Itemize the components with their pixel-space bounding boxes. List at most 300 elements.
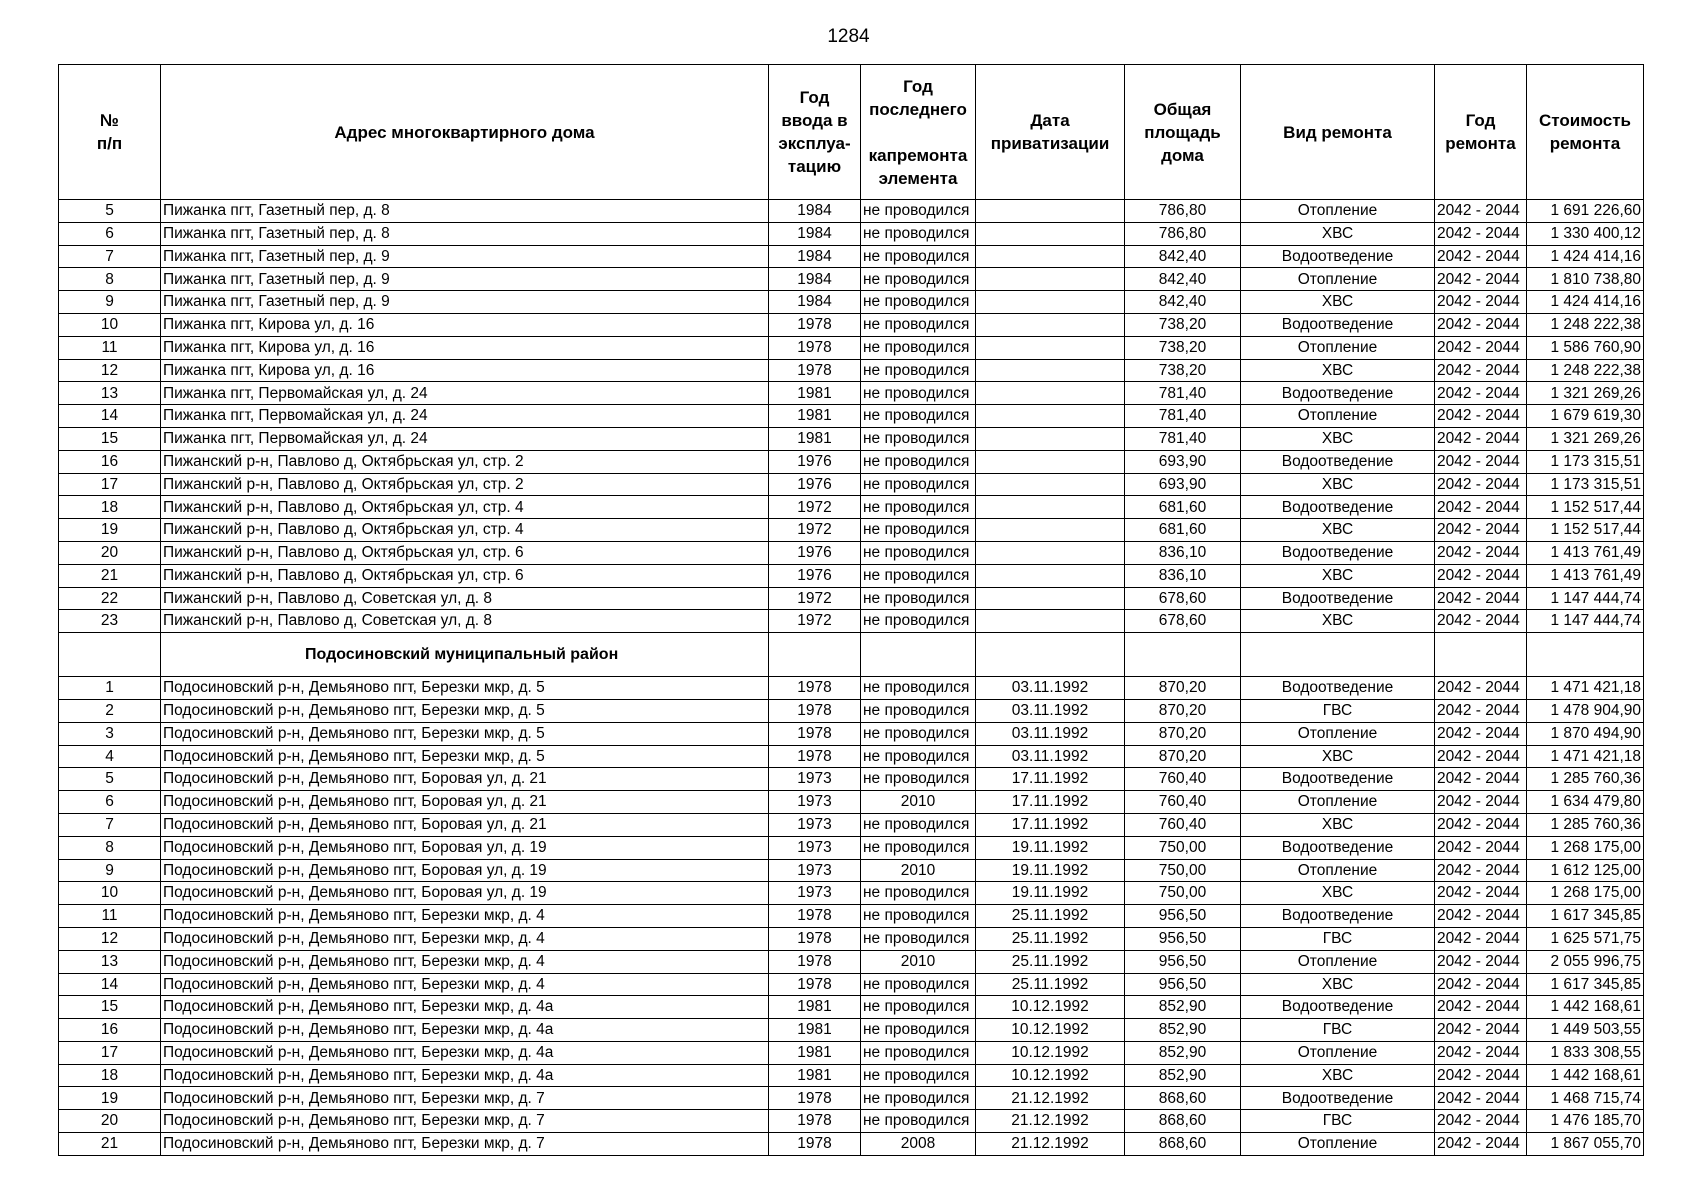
cell-address: Пижанский р-н, Павлово д, Советская ул, д. 8 — [161, 587, 769, 610]
cell-address: Пижанский р-н, Павлово д, Октябрьская ул, стр. 6 — [161, 541, 769, 564]
cell-privatization: 03.11.1992 — [976, 699, 1125, 722]
cell-repair-type: ХВС — [1241, 222, 1435, 245]
table-row — [59, 973, 1644, 996]
section-cell — [1125, 633, 1241, 677]
cell-cost: 1 634 479,80 — [1527, 791, 1644, 814]
cell-privatization: 25.11.1992 — [976, 950, 1125, 973]
cell-repair-type: ХВС — [1241, 813, 1435, 836]
cell-last-repair: не проводился — [861, 1110, 976, 1133]
table-row — [59, 1064, 1644, 1087]
cell-cost: 1 867 055,70 — [1527, 1133, 1644, 1156]
cell-last-repair: не проводился — [861, 722, 976, 745]
table-row — [59, 699, 1644, 722]
cell-address: Пижанский р-н, Павлово д, Октябрьская ул, стр. 4 — [161, 496, 769, 519]
cell-address: Подосиновский р-н, Демьяново пгт, Березки мкр, д. 7 — [161, 1110, 769, 1133]
cell-repair-year: 2042 - 2044 — [1435, 1087, 1527, 1110]
cell-num: 11 — [59, 905, 161, 928]
cell-address: Пижанка пгт, Первомайская ул, д. 24 — [161, 427, 769, 450]
table-row — [59, 405, 1644, 428]
cell-area: 852,90 — [1125, 996, 1241, 1019]
cell-area: 956,50 — [1125, 973, 1241, 996]
cell-address: Пижанка пгт, Первомайская ул, д. 24 — [161, 405, 769, 428]
cell-last-repair: не проводился — [861, 1019, 976, 1042]
cell-repair-type: ХВС — [1241, 882, 1435, 905]
cell-last-repair: не проводился — [861, 1041, 976, 1064]
cell-cost: 1 248 222,38 — [1527, 359, 1644, 382]
table-row — [59, 200, 1644, 223]
cell-area: 870,20 — [1125, 699, 1241, 722]
cell-repair-year: 2042 - 2044 — [1435, 427, 1527, 450]
cell-year-built: 1981 — [769, 427, 861, 450]
cell-address: Подосиновский р-н, Демьяново пгт, Березки мкр, д. 5 — [161, 745, 769, 768]
cell-repair-year: 2042 - 2044 — [1435, 336, 1527, 359]
cell-cost: 1 478 904,90 — [1527, 699, 1644, 722]
cell-num: 15 — [59, 996, 161, 1019]
cell-repair-type: Водоотведение — [1241, 996, 1435, 1019]
cell-repair-year: 2042 - 2044 — [1435, 722, 1527, 745]
cell-repair-year: 2042 - 2044 — [1435, 768, 1527, 791]
cell-area: 693,90 — [1125, 450, 1241, 473]
section-cell — [861, 633, 976, 677]
cell-repair-type: ХВС — [1241, 564, 1435, 587]
cell-privatization — [976, 519, 1125, 542]
header-cost: Стоимость ремонта — [1527, 65, 1644, 200]
cell-repair-type: ХВС — [1241, 973, 1435, 996]
cell-address: Подосиновский р-н, Демьяново пгт, Березки мкр, д. 4 — [161, 927, 769, 950]
cell-repair-year: 2042 - 2044 — [1435, 950, 1527, 973]
table-row — [59, 836, 1644, 859]
cell-repair-year: 2042 - 2044 — [1435, 382, 1527, 405]
cell-year-built: 1978 — [769, 950, 861, 973]
cell-last-repair: 2008 — [861, 1133, 976, 1156]
cell-privatization — [976, 245, 1125, 268]
table-row — [59, 927, 1644, 950]
cell-last-repair: не проводился — [861, 882, 976, 905]
section-cell — [1241, 633, 1435, 677]
table-row — [59, 1087, 1644, 1110]
cell-cost: 1 617 345,85 — [1527, 905, 1644, 928]
cell-address: Подосиновский р-н, Демьяново пгт, Березки мкр, д. 7 — [161, 1087, 769, 1110]
cell-year-built: 1973 — [769, 768, 861, 791]
cell-repair-year: 2042 - 2044 — [1435, 222, 1527, 245]
cell-num: 22 — [59, 587, 161, 610]
cell-cost: 1 285 760,36 — [1527, 813, 1644, 836]
cell-repair-year: 2042 - 2044 — [1435, 1019, 1527, 1042]
table-row — [59, 745, 1644, 768]
cell-repair-year: 2042 - 2044 — [1435, 496, 1527, 519]
cell-year-built: 1984 — [769, 245, 861, 268]
cell-privatization — [976, 473, 1125, 496]
cell-area: 870,20 — [1125, 677, 1241, 700]
cell-privatization: 03.11.1992 — [976, 745, 1125, 768]
cell-year-built: 1978 — [769, 1133, 861, 1156]
cell-privatization — [976, 405, 1125, 428]
table-row — [59, 427, 1644, 450]
cell-year-built: 1984 — [769, 291, 861, 314]
cell-repair-year: 2042 - 2044 — [1435, 745, 1527, 768]
cell-last-repair: не проводился — [861, 587, 976, 610]
cell-year-built: 1972 — [769, 587, 861, 610]
cell-year-built: 1978 — [769, 905, 861, 928]
header-privatization: Дата приватизации — [976, 65, 1125, 200]
table-row — [59, 268, 1644, 291]
cell-privatization — [976, 359, 1125, 382]
cell-area: 760,40 — [1125, 791, 1241, 814]
cell-repair-year: 2042 - 2044 — [1435, 927, 1527, 950]
cell-num: 6 — [59, 222, 161, 245]
cell-year-built: 1978 — [769, 722, 861, 745]
cell-year-built: 1978 — [769, 1110, 861, 1133]
cell-area: 956,50 — [1125, 905, 1241, 928]
cell-privatization: 10.12.1992 — [976, 1064, 1125, 1087]
table-row — [59, 313, 1644, 336]
cell-cost: 1 147 444,74 — [1527, 587, 1644, 610]
header-repair-year: Год ремонта — [1435, 65, 1527, 200]
cell-area: 693,90 — [1125, 473, 1241, 496]
cell-num: 1 — [59, 677, 161, 700]
cell-year-built: 1981 — [769, 1019, 861, 1042]
cell-year-built: 1978 — [769, 927, 861, 950]
cell-num: 10 — [59, 313, 161, 336]
table-row — [59, 882, 1644, 905]
cell-cost: 1 173 315,51 — [1527, 450, 1644, 473]
table-row — [59, 950, 1644, 973]
cell-repair-type: Отопление — [1241, 1041, 1435, 1064]
section-row — [59, 633, 1644, 677]
cell-year-built: 1973 — [769, 859, 861, 882]
cell-cost: 1 321 269,26 — [1527, 382, 1644, 405]
cell-year-built: 1978 — [769, 677, 861, 700]
cell-num: 5 — [59, 200, 161, 223]
cell-address: Подосиновский р-н, Демьяново пгт, Боровая ул, д. 19 — [161, 836, 769, 859]
cell-num: 14 — [59, 973, 161, 996]
cell-cost: 1 424 414,16 — [1527, 291, 1644, 314]
table-row — [59, 905, 1644, 928]
cell-privatization: 17.11.1992 — [976, 768, 1125, 791]
table-body-podosinovsky — [59, 677, 1644, 1156]
cell-area: 870,20 — [1125, 722, 1241, 745]
cell-privatization — [976, 313, 1125, 336]
table-body-pizhanka — [59, 200, 1644, 633]
cell-area: 870,20 — [1125, 745, 1241, 768]
cell-last-repair: не проводился — [861, 927, 976, 950]
cell-last-repair: не проводился — [861, 973, 976, 996]
cell-last-repair: не проводился — [861, 222, 976, 245]
cell-area: 852,90 — [1125, 1064, 1241, 1087]
cell-repair-year: 2042 - 2044 — [1435, 268, 1527, 291]
cell-address: Подосиновский р-н, Демьяново пгт, Березки мкр, д. 4а — [161, 1064, 769, 1087]
cell-cost: 1 413 761,49 — [1527, 541, 1644, 564]
table-row — [59, 564, 1644, 587]
cell-area: 852,90 — [1125, 1019, 1241, 1042]
cell-repair-type: Отопление — [1241, 268, 1435, 291]
cell-privatization: 10.12.1992 — [976, 996, 1125, 1019]
cell-privatization: 21.12.1992 — [976, 1087, 1125, 1110]
cell-last-repair: не проводился — [861, 405, 976, 428]
section-cell — [1435, 633, 1527, 677]
cell-num: 15 — [59, 427, 161, 450]
table-row — [59, 813, 1644, 836]
cell-address: Подосиновский р-н, Демьяново пгт, Березки мкр, д. 7 — [161, 1133, 769, 1156]
cell-privatization — [976, 268, 1125, 291]
cell-repair-type: Водоотведение — [1241, 450, 1435, 473]
cell-last-repair: не проводился — [861, 813, 976, 836]
table-row — [59, 768, 1644, 791]
table-row — [59, 222, 1644, 245]
cell-address: Подосиновский р-н, Демьяново пгт, Березки мкр, д. 5 — [161, 677, 769, 700]
cell-year-built: 1976 — [769, 541, 861, 564]
cell-area: 836,10 — [1125, 564, 1241, 587]
cell-repair-type: Отопление — [1241, 336, 1435, 359]
cell-repair-type: ХВС — [1241, 291, 1435, 314]
cell-privatization — [976, 587, 1125, 610]
table-row — [59, 1133, 1644, 1156]
cell-repair-year: 2042 - 2044 — [1435, 1133, 1527, 1156]
table-row — [59, 859, 1644, 882]
cell-num: 3 — [59, 722, 161, 745]
cell-repair-type: Водоотведение — [1241, 313, 1435, 336]
table-row — [59, 677, 1644, 700]
cell-repair-type: Водоотведение — [1241, 382, 1435, 405]
cell-repair-type: ХВС — [1241, 519, 1435, 542]
cell-area: 738,20 — [1125, 336, 1241, 359]
cell-num: 21 — [59, 564, 161, 587]
cell-address: Пижанка пгт, Кирова ул, д. 16 — [161, 313, 769, 336]
cell-cost: 1 442 168,61 — [1527, 1064, 1644, 1087]
cell-repair-type: ГВС — [1241, 1110, 1435, 1133]
cell-cost: 1 413 761,49 — [1527, 564, 1644, 587]
cell-num: 21 — [59, 1133, 161, 1156]
cell-area: 738,20 — [1125, 359, 1241, 382]
cell-privatization: 25.11.1992 — [976, 927, 1125, 950]
cell-last-repair: не проводился — [861, 245, 976, 268]
cell-repair-year: 2042 - 2044 — [1435, 541, 1527, 564]
header-last-repair: Год последнего капремонта элемента — [861, 65, 976, 200]
cell-privatization: 21.12.1992 — [976, 1110, 1125, 1133]
cell-year-built: 1984 — [769, 268, 861, 291]
cell-cost: 1 586 760,90 — [1527, 336, 1644, 359]
cell-year-built: 1984 — [769, 200, 861, 223]
table-row — [59, 450, 1644, 473]
cell-area: 836,10 — [1125, 541, 1241, 564]
cell-repair-type: Водоотведение — [1241, 1087, 1435, 1110]
header-year-built: Год ввода в эксплуа- тацию — [769, 65, 861, 200]
cell-num: 16 — [59, 1019, 161, 1042]
cell-repair-type: Водоотведение — [1241, 541, 1435, 564]
cell-repair-year: 2042 - 2044 — [1435, 450, 1527, 473]
cell-num: 9 — [59, 859, 161, 882]
cell-address: Пижанский р-н, Павлово д, Советская ул, д. 8 — [161, 610, 769, 633]
table-row — [59, 336, 1644, 359]
cell-cost: 1 617 345,85 — [1527, 973, 1644, 996]
cell-privatization — [976, 427, 1125, 450]
section-cell — [769, 633, 861, 677]
table-row — [59, 359, 1644, 382]
cell-repair-year: 2042 - 2044 — [1435, 245, 1527, 268]
cell-privatization: 19.11.1992 — [976, 836, 1125, 859]
cell-year-built: 1976 — [769, 564, 861, 587]
cell-repair-year: 2042 - 2044 — [1435, 473, 1527, 496]
cell-area: 750,00 — [1125, 836, 1241, 859]
cell-last-repair: не проводился — [861, 996, 976, 1019]
cell-repair-type: ХВС — [1241, 427, 1435, 450]
table-row — [59, 291, 1644, 314]
cell-year-built: 1972 — [769, 519, 861, 542]
header-num: № п/п — [59, 65, 161, 200]
cell-address: Подосиновский р-н, Демьяново пгт, Березки мкр, д. 4 — [161, 950, 769, 973]
cell-num: 20 — [59, 541, 161, 564]
cell-last-repair: не проводился — [861, 677, 976, 700]
cell-last-repair: не проводился — [861, 382, 976, 405]
cell-num: 23 — [59, 610, 161, 633]
cell-cost: 1 476 185,70 — [1527, 1110, 1644, 1133]
table-row — [59, 610, 1644, 633]
cell-year-built: 1978 — [769, 1087, 861, 1110]
cell-address: Подосиновский р-н, Демьяново пгт, Боровая ул, д. 19 — [161, 882, 769, 905]
cell-cost: 1 471 421,18 — [1527, 745, 1644, 768]
cell-address: Подосиновский р-н, Демьяново пгт, Березки мкр, д. 4 — [161, 905, 769, 928]
cell-area: 781,40 — [1125, 382, 1241, 405]
cell-repair-year: 2042 - 2044 — [1435, 905, 1527, 928]
cell-address: Пижанка пгт, Первомайская ул, д. 24 — [161, 382, 769, 405]
page-number: 1284 — [827, 26, 870, 47]
cell-address: Подосиновский р-н, Демьяново пгт, Боровая ул, д. 21 — [161, 813, 769, 836]
cell-privatization: 21.12.1992 — [976, 1133, 1125, 1156]
cell-last-repair: не проводился — [861, 905, 976, 928]
cell-cost: 1 442 168,61 — [1527, 996, 1644, 1019]
cell-privatization — [976, 450, 1125, 473]
cell-repair-year: 2042 - 2044 — [1435, 1064, 1527, 1087]
cell-address: Пижанский р-н, Павлово д, Октябрьская ул, стр. 2 — [161, 473, 769, 496]
table-row — [59, 996, 1644, 1019]
cell-last-repair: не проводился — [861, 699, 976, 722]
table-row — [59, 519, 1644, 542]
cell-repair-type: ХВС — [1241, 745, 1435, 768]
cell-last-repair: не проводился — [861, 336, 976, 359]
cell-num: 19 — [59, 519, 161, 542]
cell-cost: 1 424 414,16 — [1527, 245, 1644, 268]
table-row — [59, 473, 1644, 496]
cell-cost: 1 321 269,26 — [1527, 427, 1644, 450]
cell-repair-type: ГВС — [1241, 699, 1435, 722]
cell-area: 842,40 — [1125, 291, 1241, 314]
cell-privatization — [976, 610, 1125, 633]
cell-repair-year: 2042 - 2044 — [1435, 699, 1527, 722]
cell-repair-year: 2042 - 2044 — [1435, 200, 1527, 223]
table-row — [59, 382, 1644, 405]
cell-num: 6 — [59, 791, 161, 814]
cell-repair-year: 2042 - 2044 — [1435, 836, 1527, 859]
cell-num: 12 — [59, 359, 161, 382]
cell-address: Пижанка пгт, Газетный пер, д. 9 — [161, 291, 769, 314]
cell-num: 20 — [59, 1110, 161, 1133]
cell-last-repair: не проводился — [861, 1064, 976, 1087]
cell-last-repair: не проводился — [861, 313, 976, 336]
cell-num: 11 — [59, 336, 161, 359]
cell-cost: 1 152 517,44 — [1527, 496, 1644, 519]
cell-year-built: 1981 — [769, 996, 861, 1019]
cell-repair-year: 2042 - 2044 — [1435, 587, 1527, 610]
cell-year-built: 1973 — [769, 882, 861, 905]
cell-privatization — [976, 382, 1125, 405]
cell-repair-year: 2042 - 2044 — [1435, 291, 1527, 314]
table-row — [59, 496, 1644, 519]
cell-repair-type: Отопление — [1241, 859, 1435, 882]
cell-area: 842,40 — [1125, 268, 1241, 291]
cell-area: 868,60 — [1125, 1110, 1241, 1133]
cell-num: 8 — [59, 836, 161, 859]
cell-last-repair: не проводился — [861, 745, 976, 768]
cell-area: 956,50 — [1125, 927, 1241, 950]
cell-address: Пижанка пгт, Газетный пер, д. 8 — [161, 222, 769, 245]
repair-table — [58, 64, 1644, 1156]
cell-cost: 1 612 125,00 — [1527, 859, 1644, 882]
table-row — [59, 541, 1644, 564]
cell-num: 13 — [59, 382, 161, 405]
table-row — [59, 245, 1644, 268]
cell-year-built: 1981 — [769, 405, 861, 428]
cell-year-built: 1976 — [769, 473, 861, 496]
cell-repair-type: Отопление — [1241, 200, 1435, 223]
cell-year-built: 1978 — [769, 745, 861, 768]
cell-year-built: 1978 — [769, 359, 861, 382]
cell-repair-type: Отопление — [1241, 791, 1435, 814]
header-area: Общая площадь дома — [1125, 65, 1241, 200]
cell-privatization — [976, 291, 1125, 314]
cell-repair-year: 2042 - 2044 — [1435, 859, 1527, 882]
cell-repair-year: 2042 - 2044 — [1435, 996, 1527, 1019]
cell-cost: 1 810 738,80 — [1527, 268, 1644, 291]
cell-address: Подосиновский р-н, Демьяново пгт, Березки мкр, д. 4 — [161, 973, 769, 996]
cell-repair-year: 2042 - 2044 — [1435, 610, 1527, 633]
cell-year-built: 1978 — [769, 313, 861, 336]
cell-last-repair: 2010 — [861, 950, 976, 973]
cell-address: Пижанка пгт, Кирова ул, д. 16 — [161, 359, 769, 382]
cell-repair-type: ХВС — [1241, 359, 1435, 382]
cell-repair-year: 2042 - 2044 — [1435, 1041, 1527, 1064]
cell-cost: 1 152 517,44 — [1527, 519, 1644, 542]
cell-cost: 2 055 996,75 — [1527, 950, 1644, 973]
cell-num: 7 — [59, 813, 161, 836]
table-row — [59, 722, 1644, 745]
cell-address: Пижанка пгт, Газетный пер, д. 8 — [161, 200, 769, 223]
cell-privatization: 25.11.1992 — [976, 973, 1125, 996]
cell-year-built: 1978 — [769, 973, 861, 996]
cell-repair-type: Отопление — [1241, 1133, 1435, 1156]
header-address: Адрес многоквартирного дома — [161, 65, 769, 200]
cell-num: 18 — [59, 1064, 161, 1087]
cell-privatization: 10.12.1992 — [976, 1041, 1125, 1064]
cell-last-repair: не проводился — [861, 836, 976, 859]
table-row — [59, 1110, 1644, 1133]
cell-area: 681,60 — [1125, 496, 1241, 519]
table-row — [59, 1041, 1644, 1064]
cell-privatization: 19.11.1992 — [976, 882, 1125, 905]
cell-area: 786,80 — [1125, 200, 1241, 223]
cell-address: Подосиновский р-н, Демьяново пгт, Боровая ул, д. 19 — [161, 859, 769, 882]
cell-area: 842,40 — [1125, 245, 1241, 268]
cell-repair-type: ГВС — [1241, 1019, 1435, 1042]
cell-address: Подосиновский р-н, Демьяново пгт, Березки мкр, д. 4а — [161, 1041, 769, 1064]
cell-num: 2 — [59, 699, 161, 722]
cell-area: 760,40 — [1125, 768, 1241, 791]
cell-last-repair: не проводился — [861, 496, 976, 519]
cell-repair-type: ХВС — [1241, 1064, 1435, 1087]
cell-privatization: 17.11.1992 — [976, 791, 1125, 814]
cell-year-built: 1976 — [769, 450, 861, 473]
cell-last-repair: не проводился — [861, 450, 976, 473]
cell-year-built: 1981 — [769, 1064, 861, 1087]
